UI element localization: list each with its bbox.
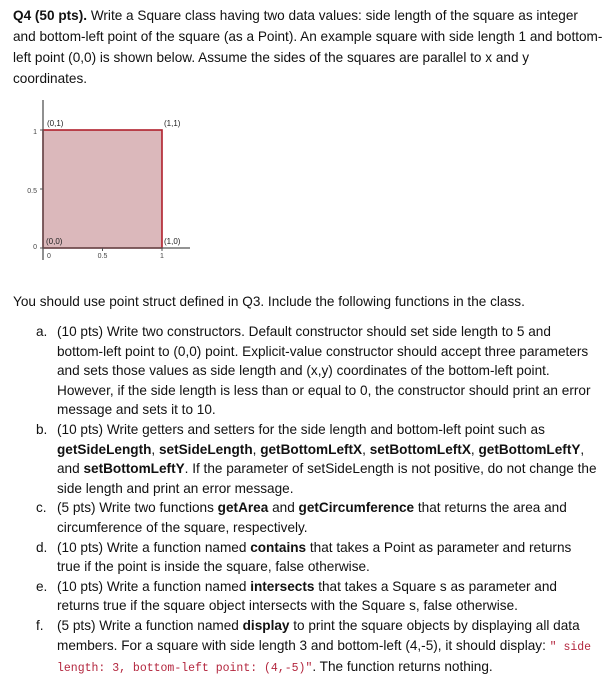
- function-name: display: [242, 617, 290, 633]
- item-text: (5 pts) Write two functions: [57, 500, 218, 516]
- x-tick-label: 0: [47, 253, 51, 260]
- item-text: (10 pts) Write getters and setters for the side length and bottom-left point such as: [57, 421, 545, 437]
- list-marker: e.: [36, 578, 48, 594]
- item-text: (10 pts) Write a function named: [57, 539, 251, 555]
- function-name: getArea: [217, 500, 269, 516]
- item-text: ,: [252, 441, 261, 457]
- item-text: that takes a Point as parameter and returns true if the point is inside the square, false otherwise.: [57, 539, 572, 575]
- item-text: ,: [362, 441, 370, 457]
- item-text: ,: [470, 441, 479, 457]
- function-name: getSideLength: [57, 441, 152, 457]
- list-marker: c.: [36, 500, 47, 516]
- function-name: setSideLength: [158, 441, 253, 457]
- corner-label-bottom-right: (1,0): [164, 237, 181, 246]
- code-example: " side length: 3, bottom-left point: (4,-5)": [57, 640, 592, 676]
- item-text: and: [268, 500, 299, 516]
- item-text: that takes a Square s as parameter and returns true if the square object intersects with the Square s, false otherwise.: [57, 578, 557, 614]
- item-text: (10 pts) Write a function named: [57, 578, 251, 594]
- list-marker: f.: [36, 617, 44, 633]
- item-text: , and: [57, 441, 585, 477]
- y-tick-label: 1: [33, 129, 37, 136]
- square-figure: [20, 88, 210, 268]
- corner-label-bottom-left: (0,0): [46, 237, 63, 246]
- question-intro: [13, 5, 603, 89]
- list-item: [36, 577, 598, 616]
- requirements-list: [36, 322, 598, 679]
- item-text: that returns the area and circumference of the square, respectively.: [57, 500, 567, 535]
- square-fill: [43, 130, 162, 248]
- item-text: . The function returns nothing.: [312, 659, 493, 675]
- function-name: intersects: [250, 578, 315, 594]
- function-name: setBottomLeftY: [83, 461, 185, 477]
- item-text: (5 pts) Write a function named: [57, 617, 243, 633]
- list-marker: b.: [36, 421, 48, 437]
- function-name: getBottomLeftX: [260, 441, 363, 457]
- x-tick-label: 1: [160, 253, 164, 260]
- question-text: Write a Square class having two data values: side length of the square as integer and bottom-left point of the square (as a Point). An example square with side length 1 and bottom-left point (0,0) is shown below. Assume the sides of the squares are parallel to x and y coordinates.: [13, 8, 603, 86]
- list-marker: d.: [36, 539, 48, 555]
- y-tick-label: 0.5: [27, 188, 37, 195]
- function-name: getCircumference: [298, 500, 415, 516]
- item-text: (10 pts) Write two constructors. Default constructor should set side length to 5 and bottom-left point to (0,0) point. Explicit-value constructor should accept three parameters and sets those values as side length and (x,y) coordinates of the bottom-left point. However, if the side length is less than or equal to 0, the constructor should print an error message and sets it to 10.: [57, 324, 591, 418]
- function-name: getBottomLeftY: [478, 441, 581, 457]
- item-text: ,: [151, 441, 159, 457]
- item-text: . If the parameter of setSideLength is not positive, do not change the side length and print an error message.: [57, 461, 597, 496]
- list-item: [36, 616, 598, 679]
- instructions-text: You should use point struct defined in Q3. Include the following functions in the class.: [13, 294, 525, 309]
- list-item: [36, 322, 598, 420]
- item-text: to print the square objects by displaying all data members. For a square with side length 3 and bottom-left (4,-5), it should display:: [57, 617, 580, 653]
- function-name: setBottomLeftX: [369, 441, 471, 457]
- list-marker: a.: [36, 324, 48, 339]
- list-item: [36, 498, 598, 537]
- function-name: contains: [250, 539, 307, 555]
- x-tick-label: 0.5: [97, 253, 108, 260]
- list-item: [36, 420, 598, 498]
- corner-label-top-right: (1,1): [164, 119, 181, 128]
- list-item: [36, 538, 598, 577]
- y-tick-label: 0: [33, 244, 37, 251]
- question-label: Q4 (50 pts).: [13, 8, 88, 23]
- corner-label-top-left: (0,1): [47, 119, 64, 128]
